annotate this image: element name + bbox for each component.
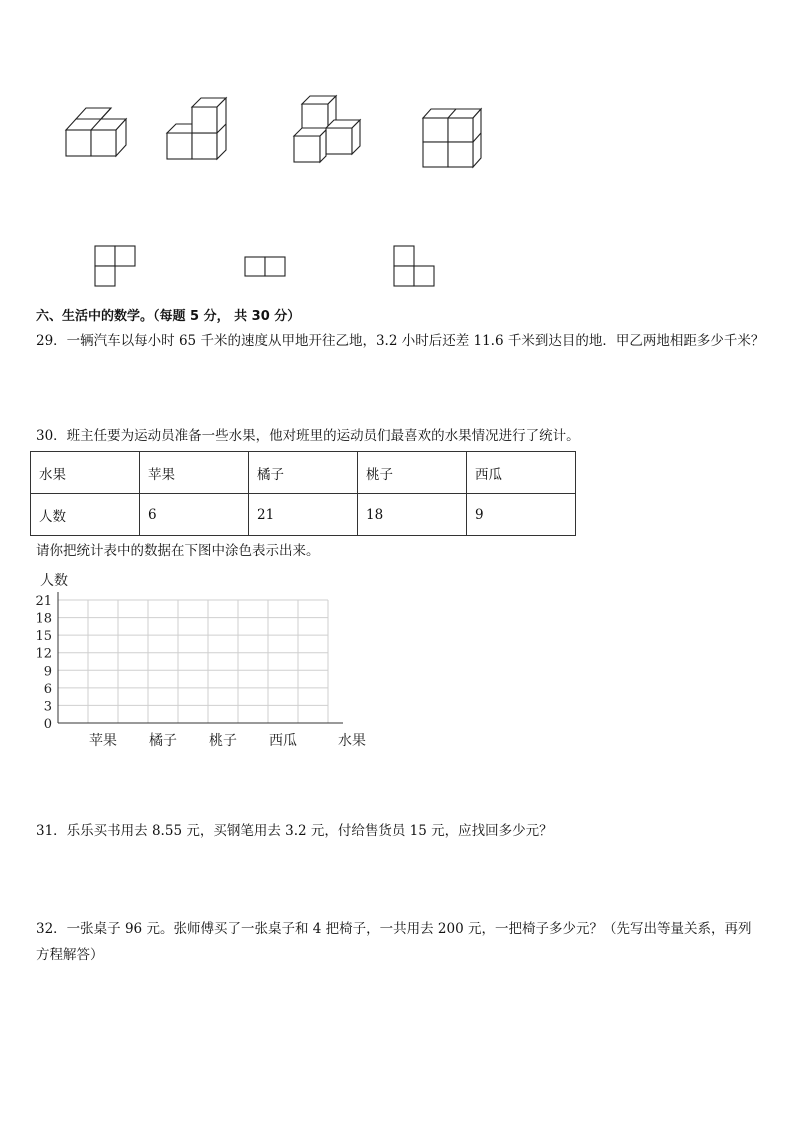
- view-shape-1: [95, 246, 135, 286]
- y-axis-label: 人数: [40, 573, 68, 589]
- y-tick-label: 21: [35, 594, 52, 609]
- question-29: 29．一辆汽车以每小时 65 千米的速度从甲地开往乙地，3.2 小时后还差 11.6 千米到达目的地．甲乙两地相距多少千米？: [36, 333, 765, 349]
- view-shape-3: [394, 246, 434, 286]
- y-tick-label: 0: [43, 717, 52, 732]
- view-shape-2: [245, 257, 285, 276]
- table-cell: 西瓜: [467, 452, 576, 494]
- question-31: 31．乐乐买书用去 8.55 元，买钢笔用去 3.2 元，付给售货员 15 元，应找回多少元？: [36, 823, 553, 839]
- table-cell: 9: [467, 494, 576, 536]
- fruit-stats-table: [30, 451, 576, 536]
- cube-solid-1: [66, 108, 126, 156]
- x-axis-label: 水果: [338, 733, 366, 749]
- cube-figures: [0, 0, 794, 300]
- table-cell: 橘子: [249, 452, 358, 494]
- question-32: 32．一张桌子 96 元。张师傅买了一张桌子和 4 把椅子，一共用去 200 元，一把椅子多少元？（先写出等量关系，再列方程解答）: [36, 921, 752, 963]
- table-cell: 21: [249, 494, 358, 536]
- y-tick-label: 18: [35, 611, 52, 627]
- y-tick-label: 15: [35, 629, 52, 645]
- y-tick-label: 6: [43, 681, 52, 697]
- x-tick-label: 桃子: [209, 733, 237, 749]
- question-30-intro: 30．班主任要为运动员准备一些水果，他对班里的运动员们最喜欢的水果情况进行了统计。: [36, 428, 580, 444]
- y-tick-label: 3: [43, 699, 52, 715]
- x-tick-label: 苹果: [89, 733, 117, 749]
- cube-solid-4: [423, 109, 481, 167]
- table-cell: 桃子: [358, 452, 467, 494]
- table-cell: 18: [358, 494, 467, 536]
- fruit-bar-chart[interactable]: [0, 565, 400, 755]
- table-cell: 人数: [31, 494, 140, 536]
- x-tick-label: 西瓜: [269, 733, 297, 749]
- table-cell: 水果: [31, 452, 140, 494]
- y-tick-label: 12: [35, 646, 52, 662]
- x-tick-label: 橘子: [149, 733, 177, 749]
- section-title: 六、生活中的数学。（每题 5 分， 共 30 分）: [36, 309, 301, 324]
- table-cell: 6: [140, 494, 249, 536]
- table-cell: 苹果: [140, 452, 249, 494]
- cube-solid-2: [167, 98, 226, 159]
- table-row: [31, 494, 576, 536]
- question-30-instruction: 请你把统计表中的数据在下图中涂色表示出来。: [36, 543, 320, 559]
- table-row: [31, 452, 576, 494]
- y-tick-label: 9: [43, 664, 52, 680]
- cube-solid-3: [294, 96, 360, 162]
